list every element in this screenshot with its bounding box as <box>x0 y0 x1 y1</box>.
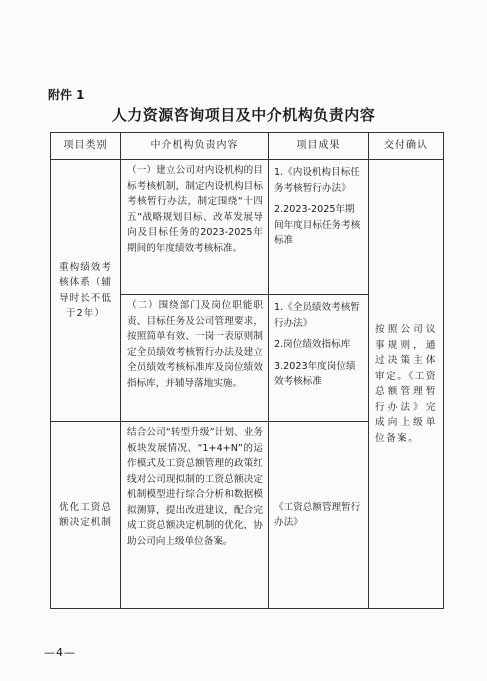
responsibility-table <box>50 132 444 609</box>
page-number: —4— <box>44 646 76 659</box>
header-category: 项目类别 <box>51 133 121 160</box>
category-cell: 重构绩效考核体系（辅导时长不低于2年） <box>51 160 121 422</box>
confirm-cell: 按照公司议事规则，通过决策主体审定。《工资总额管理暂行办法》完成向上级单位备案。 <box>369 160 444 609</box>
header-duties: 中介机构负责内容 <box>121 133 269 160</box>
page-title: 人力资源咨询项目及中介机构负责内容 <box>111 106 376 124</box>
category-cell: 优化工资总额决定机制 <box>51 422 121 609</box>
result-item: 1.《全员绩效考核暂行办法》 <box>274 302 360 329</box>
table-row <box>51 160 444 295</box>
result-item: 3.2023年度岗位绩效考核标准 <box>274 360 356 387</box>
table-header-row <box>51 133 444 160</box>
header-results: 项目成果 <box>269 133 369 160</box>
duty-cell: 结合公司“转型升级”计划、业务板块发展情况、“1+4+N”的运作模式及工资总额管理的政策红线对公司现拟制的工资总额决定机制模型进行综合分析和数据模拟测算，提出改进建议，配合完成工资总额决定机制的优化，协助公司向上级单位备案。 <box>121 422 269 609</box>
result-item: 2.岗位绩效指标库 <box>274 339 351 350</box>
result-cell <box>269 160 369 295</box>
result-item: 《工资总额管理暂行办法》 <box>274 501 361 528</box>
duty-cell: （二）围绕部门及岗位职能职责、目标任务及公司管理要求，按照简单有效、一岗一表原则制定全员绩效考核暂行办法及建立全员绩效考核标准库及岗位绩效指标库，并辅导落地实施。 <box>121 295 269 422</box>
result-cell <box>269 295 369 422</box>
result-cell <box>269 422 369 609</box>
result-item: 1.《内设机构目标任务考核暂行办法》 <box>274 167 360 194</box>
duty-cell: （一）建立公司对内设机构的目标考核机制，制定内设机构目标考核暂行办法，制定围绕“十四五”战略规划目标、改革发展导向及目标任务的2023-2025年期间的年度绩效考核标准。 <box>121 160 269 295</box>
attachment-label: 附件 1 <box>48 88 85 102</box>
header-confirm: 交付确认 <box>369 133 444 160</box>
result-item: 2.2023-2025年期间年度目标任务考核标准 <box>274 204 361 246</box>
